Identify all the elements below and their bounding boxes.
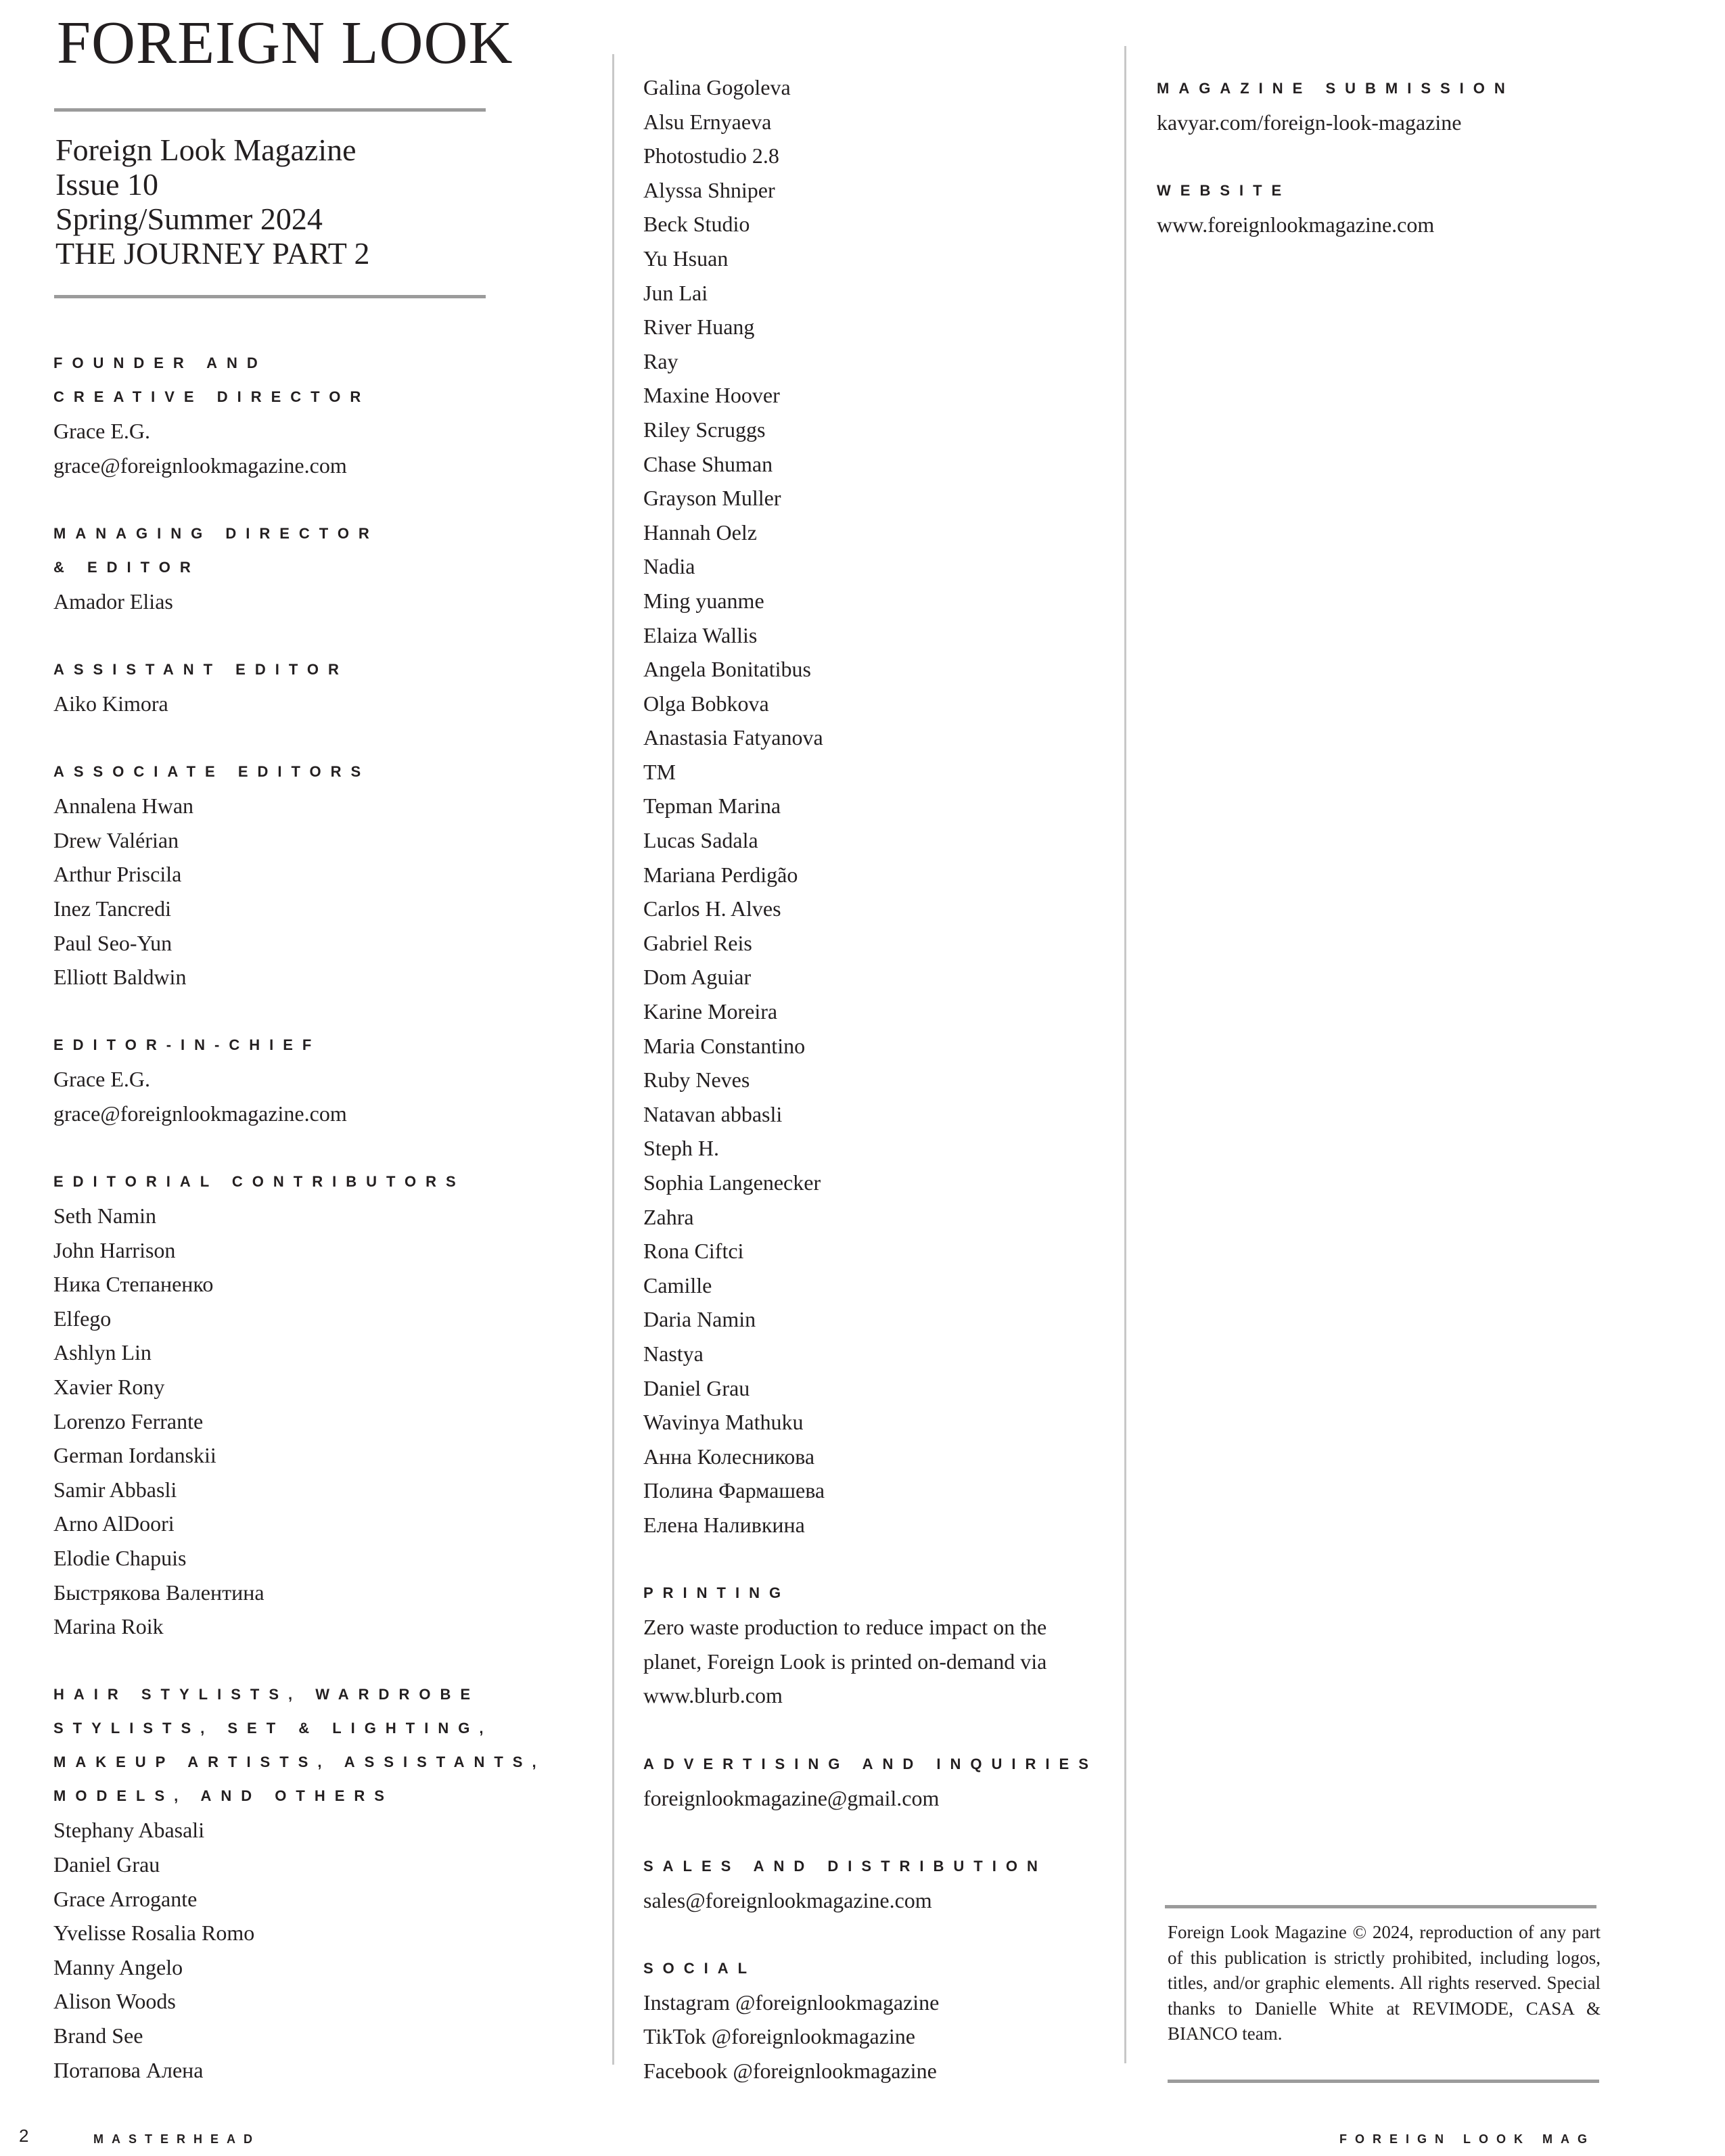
stylist-name: Manny Angelo xyxy=(53,1954,183,1979)
website-link[interactable]: www.foreignlookmagazine.com xyxy=(1157,212,1435,237)
advertising-email[interactable]: foreignlookmagazine@gmail.com xyxy=(643,1785,940,1810)
sales-email[interactable]: sales@foreignlookmagazine.com xyxy=(643,1887,932,1912)
contributor-name: Karine Moreira xyxy=(643,999,778,1024)
copyright-notice: Foreign Look Magazine © 2024, reproduction of any part of this publication is strictly prohibited, including logos, titles, and/or graphic elements. All rights reserved. Special thanks to Danielle White at REVIMODE, CASA & BIANCO team. xyxy=(1168,1922,1601,2044)
issue-rule xyxy=(54,295,486,298)
contributor-name: Marina Roik xyxy=(53,1614,164,1639)
social-instagram[interactable]: Instagram @foreignlookmagazine xyxy=(643,1990,940,2015)
eic-email: grace@foreignlookmagazine.com xyxy=(53,1101,347,1126)
contributor-name: German Iordanskii xyxy=(53,1443,216,1468)
printing-text: planet, Foreign Look is printed on-demand via xyxy=(643,1649,1047,1674)
associate-heading: ASSOCIATE EDITORS xyxy=(53,763,371,781)
founder-heading-1: FOUNDER AND xyxy=(53,354,267,371)
contributor-name: Lorenzo Ferrante xyxy=(53,1408,204,1433)
managing-name: Amador Elias xyxy=(53,589,173,614)
managing-heading-2: & EDITOR xyxy=(53,558,200,576)
contributor-name: Beck Studio xyxy=(643,212,750,237)
contributor-name: Ray xyxy=(643,348,678,373)
column-2 xyxy=(643,70,1098,2088)
contributor-name: Daniel Grau xyxy=(643,1375,750,1400)
contributor-name: Елена Наливкина xyxy=(643,1512,805,1537)
stylist-name: Stephany Abasali xyxy=(53,1818,205,1843)
assistant-name: Aiko Kimora xyxy=(53,691,168,716)
column-1 xyxy=(53,346,546,2087)
contributor-name: Steph H. xyxy=(643,1136,719,1161)
column-divider-1 xyxy=(612,54,614,2065)
contributor-name: Alsu Ernyaeva xyxy=(643,109,772,134)
associate-name: Elliott Baldwin xyxy=(53,965,187,990)
contributors-heading: EDITORIAL CONTRIBUTORS xyxy=(53,1173,465,1191)
footer-section-label: MASTERHEAD xyxy=(93,2132,261,2146)
contributor-name: Maxine Hoover xyxy=(643,383,780,408)
contributor-name: Wavinya Mathuku xyxy=(643,1410,804,1435)
contributor-name: Nadia xyxy=(643,554,695,579)
social-facebook[interactable]: Facebook @foreignlookmagazine xyxy=(643,2059,937,2084)
contributor-name: Mariana Perdigão xyxy=(643,862,798,887)
contributor-name: Seth Namin xyxy=(53,1203,156,1229)
contributor-name: Rona Ciftci xyxy=(643,1239,744,1264)
contributor-name: Ming yuanme xyxy=(643,588,764,613)
contributor-name: Jun Lai xyxy=(643,280,708,305)
contributor-name: Быстрякова Валентина xyxy=(53,1580,264,1605)
issue-season: Spring/Summer 2024 xyxy=(55,202,323,236)
contributor-name: Gabriel Reis xyxy=(643,930,752,955)
issue-block xyxy=(55,133,370,271)
contributor-name: Anastasia Fatyanova xyxy=(643,725,823,750)
contributor-name: Sophia Langenecker xyxy=(643,1170,821,1195)
advertising-heading: ADVERTISING AND INQUIRIES xyxy=(643,1755,1098,1772)
sales-heading: SALES AND DISTRIBUTION xyxy=(643,1857,1047,1875)
contributor-name: Ashlyn Lin xyxy=(53,1340,152,1365)
contributor-name: Daria Namin xyxy=(643,1307,756,1332)
contributor-name: Natavan abbasli xyxy=(643,1101,783,1126)
contributor-name: Galina Gogoleva xyxy=(643,75,791,99)
printing-link[interactable]: www.blurb.com xyxy=(643,1683,783,1708)
eic-name: Grace E.G. xyxy=(53,1067,151,1092)
social-heading: SOCIAL xyxy=(643,1959,757,1977)
contributor-name: Chase Shuman xyxy=(643,451,773,476)
contributor-name: Elaiza Wallis xyxy=(643,622,758,647)
associate-name: Inez Tancredi xyxy=(53,896,171,921)
stylist-name: Grace Arrogante xyxy=(53,1886,198,1911)
issue-title: THE JOURNEY PART 2 xyxy=(55,236,370,271)
contributor-name: Arno AlDoori xyxy=(53,1511,175,1536)
contributor-name: Yu Hsuan xyxy=(643,246,729,271)
top-rule xyxy=(54,108,486,112)
contributor-name: Анна Колесникова xyxy=(643,1444,815,1469)
contributor-name: Camille xyxy=(643,1272,712,1298)
page-number: 2 xyxy=(19,2126,29,2146)
contributor-name: Maria Constantino xyxy=(643,1033,806,1058)
contributor-name: Xavier Rony xyxy=(53,1375,165,1400)
contributor-name: Samir Abbasli xyxy=(53,1477,177,1502)
contributor-name: TM xyxy=(643,759,676,784)
managing-heading-1: MANAGING DIRECTOR xyxy=(53,524,379,542)
website-heading: WEBSITE xyxy=(1157,182,1291,200)
magazine-logo: FOREIGN LOOK xyxy=(57,9,513,76)
contributor-name: Elodie Chapuis xyxy=(53,1546,187,1571)
stylist-name: Daniel Grau xyxy=(53,1852,160,1877)
footer-magazine-label: FOREIGN LOOK MAG xyxy=(1339,2132,1595,2146)
contributor-name: Hannah Oelz xyxy=(643,520,757,545)
contributor-name: Полина Фармашева xyxy=(643,1478,825,1503)
stylists-heading-4: MODELS, AND OTHERS xyxy=(53,1787,394,1805)
stylist-name: Потапова Алена xyxy=(53,2057,204,2082)
associate-name: Drew Valérian xyxy=(53,827,179,852)
submission-link[interactable]: kavyar.com/foreign-look-magazine xyxy=(1157,110,1462,135)
contributor-name: Ruby Neves xyxy=(643,1068,750,1093)
assistant-heading: ASSISTANT EDITOR xyxy=(53,660,348,678)
copyright-top-rule xyxy=(1165,1905,1596,1908)
stylists-heading-2: STYLISTS, SET & LIGHTING, xyxy=(53,1720,493,1737)
contributor-name: Alyssa Shniper xyxy=(643,177,775,202)
column-3 xyxy=(1157,72,1515,242)
associate-name: Annalena Hwan xyxy=(53,794,194,819)
contributor-name: Ника Степаненко xyxy=(53,1272,214,1297)
issue-magazine-name: Foreign Look Magazine xyxy=(55,133,356,167)
contributor-name: Grayson Muller xyxy=(643,486,781,511)
contributor-name: Tepman Marina xyxy=(643,794,781,819)
founder-name: Grace E.G. xyxy=(53,419,151,443)
stylist-name: Yvelisse Rosalia Romo xyxy=(53,1921,255,1946)
stylists-heading-3: MAKEUP ARTISTS, ASSISTANTS, xyxy=(53,1753,546,1771)
eic-heading: EDITOR-IN-CHIEF xyxy=(53,1036,321,1054)
contributor-name: John Harrison xyxy=(53,1237,176,1262)
contributor-name: Carlos H. Alves xyxy=(643,896,781,921)
contributor-name: Zahra xyxy=(643,1204,694,1229)
contributor-name: Nastya xyxy=(643,1341,704,1366)
contributor-name: Photostudio 2.8 xyxy=(643,143,779,168)
founder-email: grace@foreignlookmagazine.com xyxy=(53,453,347,478)
contributor-name: Dom Aguiar xyxy=(643,965,752,990)
contributor-name: Lucas Sadala xyxy=(643,828,758,853)
contributor-name: Angela Bonitatibus xyxy=(643,657,811,682)
contributor-name: Elfego xyxy=(53,1306,112,1331)
copyright-bottom-rule xyxy=(1168,2080,1599,2083)
issue-number: Issue 10 xyxy=(55,167,159,202)
contributor-name: Olga Bobkova xyxy=(643,691,769,716)
printing-text: Zero waste production to reduce impact on the xyxy=(643,1615,1047,1640)
stylist-name: Alison Woods xyxy=(53,1989,176,2014)
stylist-name: Brand See xyxy=(53,2023,143,2048)
column-divider-2 xyxy=(1124,46,1126,2063)
founder-heading-2: CREATIVE DIRECTOR xyxy=(53,388,371,405)
associate-name: Arthur Priscila xyxy=(53,862,182,887)
printing-heading: PRINTING xyxy=(643,1584,791,1602)
social-tiktok[interactable]: TikTok @foreignlookmagazine xyxy=(643,2024,915,2049)
contributor-name: Riley Scruggs xyxy=(643,417,766,442)
submission-heading: MAGAZINE SUBMISSION xyxy=(1157,80,1515,97)
stylists-heading-1: HAIR STYLISTS, WARDROBE xyxy=(53,1686,480,1703)
associate-name: Paul Seo-Yun xyxy=(53,930,172,955)
contributor-name: River Huang xyxy=(643,315,755,340)
